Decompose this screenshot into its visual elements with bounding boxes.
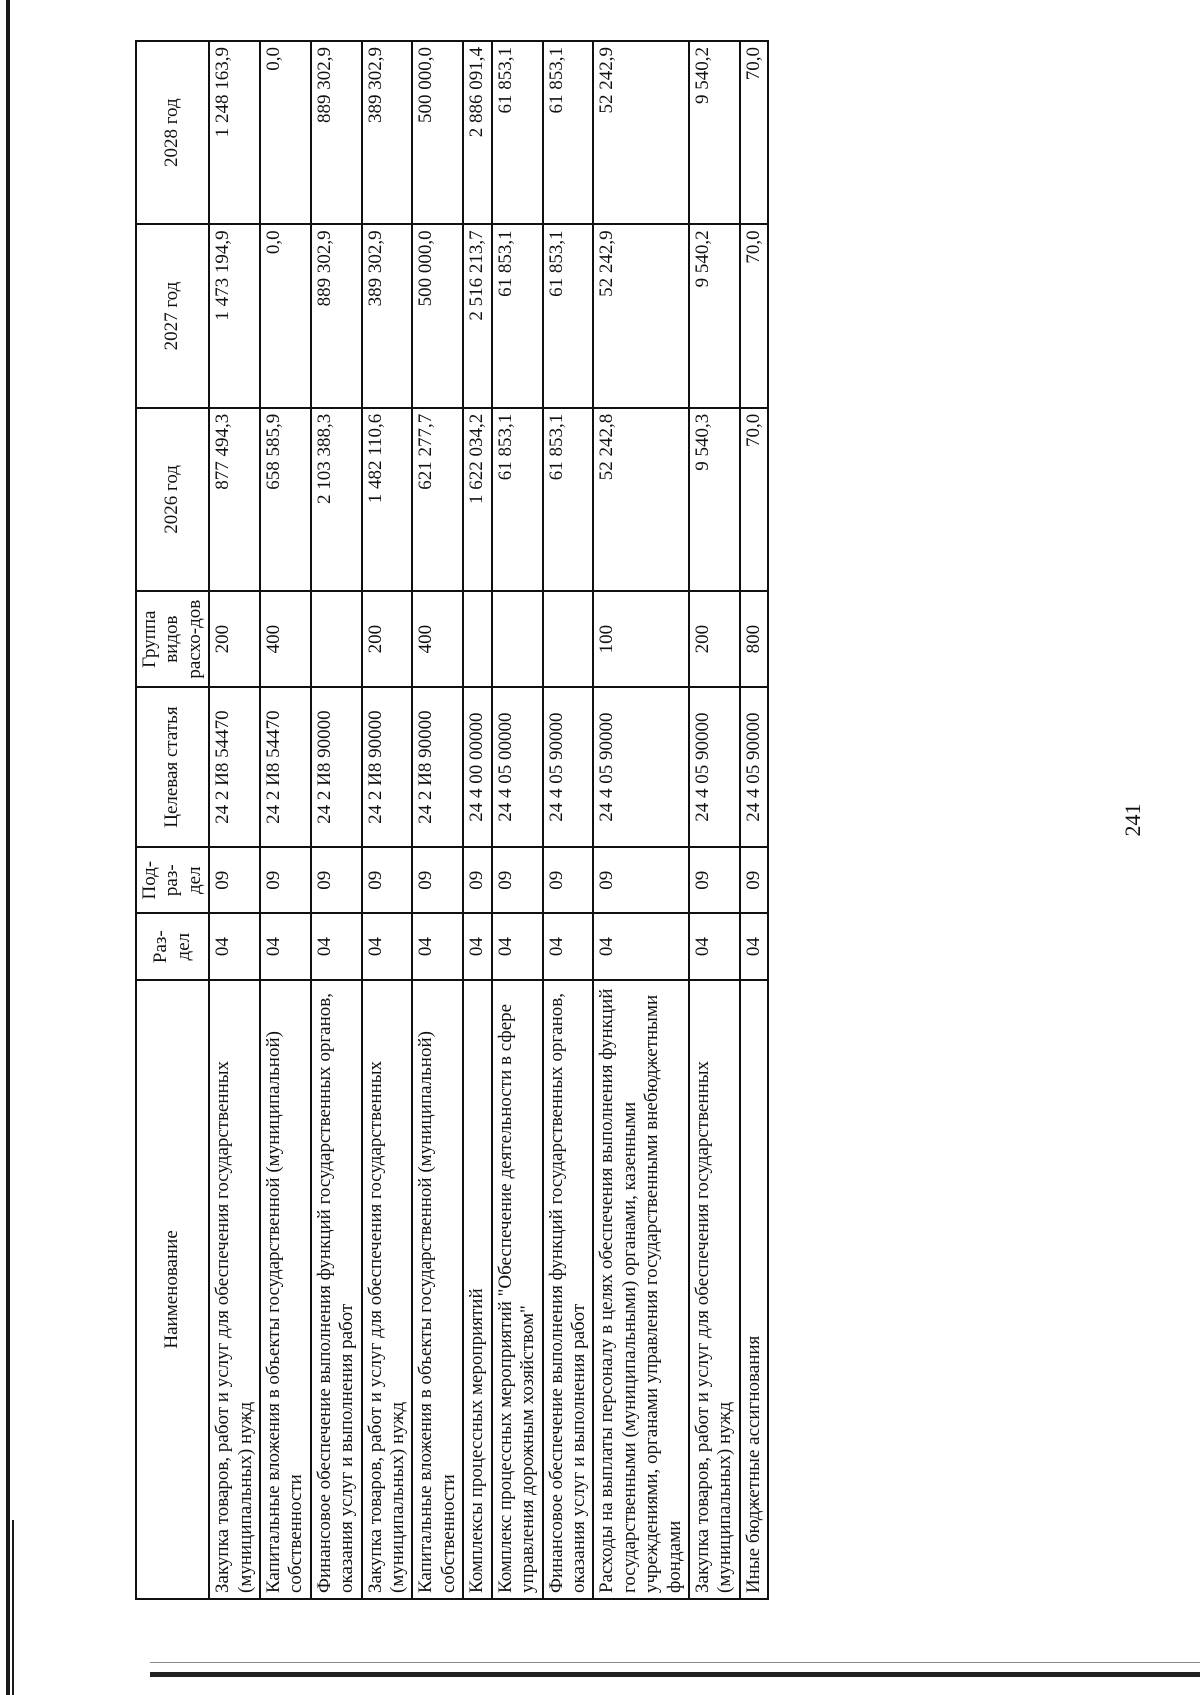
cell-target: 24 2 И8 90000 bbox=[412, 687, 463, 847]
table-row bbox=[260, 41, 311, 1599]
cell-target: 24 4 05 00000 bbox=[492, 687, 543, 847]
cell-2028: 1 248 163,9 bbox=[209, 41, 260, 224]
cell-target: 24 2 И8 90000 bbox=[311, 687, 362, 847]
cell-2026: 52 242,8 bbox=[593, 408, 689, 591]
cell-subsection: 09 bbox=[689, 847, 740, 914]
table-row bbox=[492, 41, 543, 1599]
header-2028: 2028 год bbox=[136, 41, 209, 224]
cell-group: 200 bbox=[209, 591, 260, 687]
header-target-article: Целевая статья bbox=[136, 687, 209, 847]
table-row bbox=[689, 41, 740, 1599]
cell-subsection: 09 bbox=[740, 847, 768, 914]
cell-target: 24 4 05 90000 bbox=[740, 687, 768, 847]
header-2027: 2027 год bbox=[136, 224, 209, 407]
cell-2028: 70,0 bbox=[740, 41, 768, 224]
header-expense-group: Группа видов расхо-дов bbox=[136, 591, 209, 687]
cell-group: 800 bbox=[740, 591, 768, 687]
table-row bbox=[463, 41, 491, 1599]
cell-name: Финансовое обеспечение выполнения функций государственных органов, оказания услуг и выполнения работ bbox=[543, 980, 594, 1599]
cell-section: 04 bbox=[689, 913, 740, 979]
cell-2027: 889 302,9 bbox=[311, 224, 362, 407]
table-header-row bbox=[136, 41, 209, 1599]
header-subsection: Под-раз-дел bbox=[136, 847, 209, 914]
cell-section: 04 bbox=[463, 913, 491, 979]
bottom-scan-line bbox=[150, 1662, 1200, 1663]
cell-name: Комплекс процессных мероприятий "Обеспечение деятельности в сфере управления дорожным хозяйством" bbox=[492, 980, 543, 1599]
cell-name: Финансовое обеспечение выполнения функций государственных органов, оказания услуг и выполнения работ bbox=[311, 980, 362, 1599]
cell-target: 24 2 И8 54470 bbox=[260, 687, 311, 847]
cell-name: Расходы на выплаты персоналу в целях обеспечения выполнения функций государственными (муниципальными) органами, казенными учреждениями, органами управления государственными внебюджетными фондами bbox=[593, 980, 689, 1599]
cell-group bbox=[463, 591, 491, 687]
cell-section: 04 bbox=[543, 913, 594, 979]
cell-section: 04 bbox=[740, 913, 768, 979]
cell-2026: 9 540,3 bbox=[689, 408, 740, 591]
cell-2026: 1 482 110,6 bbox=[362, 408, 413, 591]
cell-2028: 889 302,9 bbox=[311, 41, 362, 224]
cell-2027: 1 473 194,9 bbox=[209, 224, 260, 407]
page-content bbox=[135, 40, 1175, 1600]
cell-subsection: 09 bbox=[260, 847, 311, 914]
cell-2028: 500 000,0 bbox=[412, 41, 463, 224]
cell-subsection: 09 bbox=[209, 847, 260, 914]
cell-name: Закупка товаров, работ и услуг для обеспечения государственных (муниципальных) нужд bbox=[689, 980, 740, 1599]
cell-target: 24 4 05 90000 bbox=[543, 687, 594, 847]
cell-target: 24 2 И8 54470 bbox=[209, 687, 260, 847]
cell-subsection: 09 bbox=[543, 847, 594, 914]
cell-2026: 658 585,9 bbox=[260, 408, 311, 591]
cell-subsection: 09 bbox=[362, 847, 413, 914]
cell-name: Закупка товаров, работ и услуг для обеспечения государственных (муниципальных) нужд bbox=[209, 980, 260, 1599]
table-row bbox=[412, 41, 463, 1599]
cell-2026: 2 103 388,3 bbox=[311, 408, 362, 591]
cell-section: 04 bbox=[209, 913, 260, 979]
cell-subsection: 09 bbox=[463, 847, 491, 914]
table-row bbox=[311, 41, 362, 1599]
cell-group: 100 bbox=[593, 591, 689, 687]
cell-name: Комплексы процессных мероприятий bbox=[463, 980, 491, 1599]
cell-name: Иные бюджетные ассигнования bbox=[740, 980, 768, 1599]
cell-target: 24 4 05 90000 bbox=[689, 687, 740, 847]
budget-table bbox=[135, 40, 769, 1600]
page-number: 241 bbox=[1120, 803, 1145, 837]
cell-subsection: 09 bbox=[593, 847, 689, 914]
cell-2028: 52 242,9 bbox=[593, 41, 689, 224]
cell-2027: 9 540,2 bbox=[689, 224, 740, 407]
cell-2028: 61 853,1 bbox=[492, 41, 543, 224]
bottom-scan-edge bbox=[150, 1672, 1200, 1677]
cell-group bbox=[311, 591, 362, 687]
cell-2026: 61 853,1 bbox=[543, 408, 594, 591]
cell-name: Капитальные вложения в объекты государственной (муниципальной) собственности bbox=[412, 980, 463, 1599]
cell-2027: 389 302,9 bbox=[362, 224, 413, 407]
cell-group: 200 bbox=[362, 591, 413, 687]
cell-2027: 500 000,0 bbox=[412, 224, 463, 407]
cell-2026: 1 622 034,2 bbox=[463, 408, 491, 591]
cell-2027: 2 516 213,7 bbox=[463, 224, 491, 407]
cell-group bbox=[492, 591, 543, 687]
cell-section: 04 bbox=[260, 913, 311, 979]
cell-section: 04 bbox=[492, 913, 543, 979]
cell-section: 04 bbox=[412, 913, 463, 979]
cell-section: 04 bbox=[593, 913, 689, 979]
cell-2027: 52 242,9 bbox=[593, 224, 689, 407]
cell-group: 400 bbox=[412, 591, 463, 687]
cell-2028: 61 853,1 bbox=[543, 41, 594, 224]
cell-2028: 389 302,9 bbox=[362, 41, 413, 224]
rotated-page bbox=[135, 40, 1175, 1600]
cell-target: 24 2 И8 90000 bbox=[362, 687, 413, 847]
table-row bbox=[209, 41, 260, 1599]
cell-name: Закупка товаров, работ и услуг для обеспечения государственных (муниципальных) нужд bbox=[362, 980, 413, 1599]
table-row bbox=[543, 41, 594, 1599]
table-row bbox=[593, 41, 689, 1599]
cell-2028: 2 886 091,4 bbox=[463, 41, 491, 224]
table-row bbox=[740, 41, 768, 1599]
cell-2026: 877 494,3 bbox=[209, 408, 260, 591]
header-section: Раз-дел bbox=[136, 913, 209, 979]
cell-subsection: 09 bbox=[412, 847, 463, 914]
cell-group bbox=[543, 591, 594, 687]
left-margin-rule-inner bbox=[12, 1520, 14, 1695]
cell-2028: 9 540,2 bbox=[689, 41, 740, 224]
cell-subsection: 09 bbox=[311, 847, 362, 914]
cell-2027: 61 853,1 bbox=[543, 224, 594, 407]
cell-name: Капитальные вложения в объекты государственной (муниципальной) собственности bbox=[260, 980, 311, 1599]
cell-2028: 0,0 bbox=[260, 41, 311, 224]
cell-2026: 621 277,7 bbox=[412, 408, 463, 591]
cell-subsection: 09 bbox=[492, 847, 543, 914]
cell-2026: 70,0 bbox=[740, 408, 768, 591]
header-name: Наименование bbox=[136, 980, 209, 1599]
cell-group: 200 bbox=[689, 591, 740, 687]
cell-target: 24 4 05 90000 bbox=[593, 687, 689, 847]
cell-2027: 70,0 bbox=[740, 224, 768, 407]
cell-target: 24 4 00 00000 bbox=[463, 687, 491, 847]
table-row bbox=[362, 41, 413, 1599]
cell-group: 400 bbox=[260, 591, 311, 687]
cell-2027: 0,0 bbox=[260, 224, 311, 407]
header-2026: 2026 год bbox=[136, 408, 209, 591]
cell-2026: 61 853,1 bbox=[492, 408, 543, 591]
cell-section: 04 bbox=[362, 913, 413, 979]
cell-2027: 61 853,1 bbox=[492, 224, 543, 407]
cell-section: 04 bbox=[311, 913, 362, 979]
left-margin-rule bbox=[6, 0, 10, 1695]
